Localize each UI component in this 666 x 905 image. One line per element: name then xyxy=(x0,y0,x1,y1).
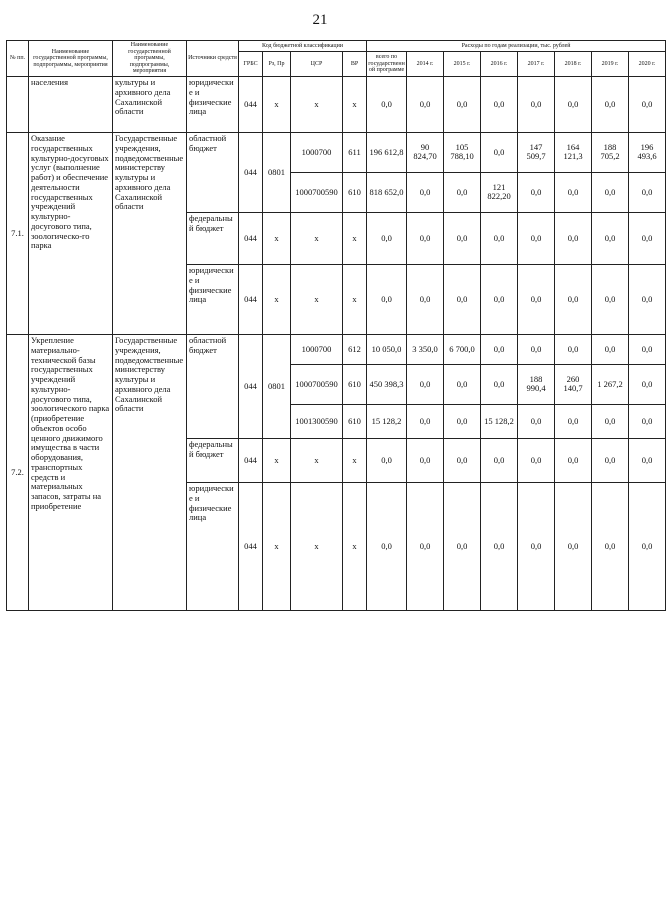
header-total: всего по государственной программе xyxy=(367,51,407,76)
cell-value: 188 990,4 xyxy=(518,364,555,404)
cell-value: 0,0 xyxy=(518,212,555,264)
cell-activity: Укрепление материально-технической базы государственных учреждений культурно-досугового типа, зоологического парка (приобретение объектов особо ценного движимого имущества в части оборудования, транспортных средств и материальных запасов, затраты на приобретение xyxy=(29,334,113,610)
cell-value: 0,0 xyxy=(629,404,666,438)
cell-value: 147 509,7 xyxy=(518,132,555,172)
cell-value: 0,0 xyxy=(407,364,444,404)
cell-no: 7.1. xyxy=(7,132,29,334)
header-expenses: Расходы по годам реализации, тыс. рублей xyxy=(367,41,666,52)
cell-activity: Оказание государственных культурно-досуговых услуг (выполнение работ) и обеспечение деятельности государственных учреждений культурно-досугового типа, зоологическо-го парка xyxy=(29,132,113,334)
cell-value: 0,0 xyxy=(518,482,555,610)
cell-value: 260 140,7 xyxy=(555,364,592,404)
cell-executor: культуры и архивного дела Сахалинской области xyxy=(113,76,187,132)
cell-value: 0,0 xyxy=(629,212,666,264)
cell-value: 0,0 xyxy=(629,482,666,610)
cell-source: юридические и физические лица xyxy=(187,264,239,334)
cell-value: 6 700,0 xyxy=(444,334,481,364)
header-rzpr: Рз, Пр xyxy=(263,51,291,76)
cell-value: 0,0 xyxy=(629,364,666,404)
cell-rzpr: x xyxy=(263,264,291,334)
header-year: 2019 г. xyxy=(592,51,629,76)
cell-value: 90 824,70 xyxy=(407,132,444,172)
header-no: № пп. xyxy=(7,41,29,77)
cell-vr: 611 xyxy=(343,132,367,172)
header-year: 2014 г. xyxy=(407,51,444,76)
header-budget-code: Код бюджетной классификации xyxy=(239,41,367,52)
cell-value: 0,0 xyxy=(555,212,592,264)
cell-value: 15 128,2 xyxy=(481,404,518,438)
cell-grbs: 044 xyxy=(239,334,263,438)
cell-value: 0,0 xyxy=(629,76,666,132)
page-number: 21 xyxy=(312,12,328,28)
cell-value: 1 267,2 xyxy=(592,364,629,404)
cell-total: 0,0 xyxy=(367,482,407,610)
header-activity: Наименование государственной программы, подпрограммы, мероприятия xyxy=(29,41,113,77)
header-source: Источники средств xyxy=(187,41,239,77)
cell-value: 0,0 xyxy=(518,334,555,364)
cell-value: 0,0 xyxy=(592,264,629,334)
cell-value: 0,0 xyxy=(555,438,592,482)
cell-total: 818 652,0 xyxy=(367,172,407,212)
cell-value: 0,0 xyxy=(481,334,518,364)
cell-vr: 610 xyxy=(343,172,367,212)
cell-value: 0,0 xyxy=(444,264,481,334)
header-vr: ВР xyxy=(343,51,367,76)
cell-grbs: 044 xyxy=(239,212,263,264)
cell-activity: населения xyxy=(29,76,113,132)
cell-csr: x xyxy=(291,438,343,482)
header-year: 2015 г. xyxy=(444,51,481,76)
cell-value: 0,0 xyxy=(592,438,629,482)
cell-executor: Государственные учреждения, подведомственные министерству культуры и архивного дела Сахалинской области xyxy=(113,132,187,334)
cell-vr: x xyxy=(343,482,367,610)
cell-value: 3 350,0 xyxy=(407,334,444,364)
cell-executor: Государственные учреждения, подведомственные министерству культуры и архивного дела Сахалинской области xyxy=(113,334,187,610)
table-row xyxy=(7,132,666,172)
cell-csr: 1000700590 xyxy=(291,364,343,404)
cell-value: 0,0 xyxy=(444,212,481,264)
cell-csr: 1000700 xyxy=(291,132,343,172)
cell-value: 0,0 xyxy=(518,404,555,438)
cell-rzpr: x xyxy=(263,482,291,610)
cell-vr: x xyxy=(343,264,367,334)
cell-value: 0,0 xyxy=(629,438,666,482)
cell-value: 0,0 xyxy=(518,76,555,132)
cell-rzpr: x xyxy=(263,212,291,264)
cell-value: 0,0 xyxy=(407,264,444,334)
cell-total: 196 612,8 xyxy=(367,132,407,172)
header-year: 2017 г. xyxy=(518,51,555,76)
cell-vr: 610 xyxy=(343,404,367,438)
cell-value: 0,0 xyxy=(518,172,555,212)
cell-value: 196 493,6 xyxy=(629,132,666,172)
cell-source: федеральный бюджет xyxy=(187,212,239,264)
cell-value: 0,0 xyxy=(481,264,518,334)
cell-grbs: 044 xyxy=(239,482,263,610)
cell-total: 0,0 xyxy=(367,264,407,334)
cell-value: 0,0 xyxy=(555,172,592,212)
cell-total: 0,0 xyxy=(367,438,407,482)
cell-vr: 612 xyxy=(343,334,367,364)
cell-value: 0,0 xyxy=(629,264,666,334)
cell-value: 0,0 xyxy=(444,364,481,404)
cell-value: 0,0 xyxy=(407,482,444,610)
cell-value: 0,0 xyxy=(407,76,444,132)
cell-total: 0,0 xyxy=(367,76,407,132)
cell-rzpr: x xyxy=(263,76,291,132)
cell-value: 0,0 xyxy=(481,438,518,482)
cell-value: 0,0 xyxy=(592,212,629,264)
cell-value: 0,0 xyxy=(444,76,481,132)
cell-rzpr: 0801 xyxy=(263,334,291,438)
cell-no: 7.2. xyxy=(7,334,29,610)
cell-value: 0,0 xyxy=(555,334,592,364)
cell-value: 188 705,2 xyxy=(592,132,629,172)
cell-source: областной бюджет xyxy=(187,132,239,212)
cell-csr: x xyxy=(291,76,343,132)
cell-value: 0,0 xyxy=(592,334,629,364)
cell-value: 0,0 xyxy=(481,364,518,404)
cell-value: 0,0 xyxy=(481,132,518,172)
header-year: 2016 г. xyxy=(481,51,518,76)
cell-value: 0,0 xyxy=(444,172,481,212)
cell-total: 0,0 xyxy=(367,212,407,264)
cell-value: 0,0 xyxy=(555,404,592,438)
cell-value: 0,0 xyxy=(481,212,518,264)
cell-grbs: 044 xyxy=(239,438,263,482)
cell-value: 0,0 xyxy=(592,404,629,438)
cell-grbs: 044 xyxy=(239,264,263,334)
header-row-1 xyxy=(7,41,666,52)
cell-vr: x xyxy=(343,212,367,264)
cell-csr: x xyxy=(291,482,343,610)
cell-value: 0,0 xyxy=(555,76,592,132)
cell-total: 450 398,3 xyxy=(367,364,407,404)
header-year: 2018 г. xyxy=(555,51,592,76)
cell-csr: 1001300590 xyxy=(291,404,343,438)
header-executor: Наименование государственной программы, подпрограммы, мероприятия xyxy=(113,41,187,77)
cell-rzpr: 0801 xyxy=(263,132,291,212)
cell-value: 0,0 xyxy=(629,334,666,364)
cell-value: 0,0 xyxy=(444,438,481,482)
cell-source: областной бюджет xyxy=(187,334,239,438)
cell-no xyxy=(7,76,29,132)
header-grbs: ГРБС xyxy=(239,51,263,76)
cell-value: 0,0 xyxy=(518,264,555,334)
cell-value: 0,0 xyxy=(555,264,592,334)
cell-source: юридические и физические лица xyxy=(187,76,239,132)
cell-value: 0,0 xyxy=(592,172,629,212)
cell-grbs: 044 xyxy=(239,76,263,132)
cell-value: 105 788,10 xyxy=(444,132,481,172)
cell-csr: x xyxy=(291,264,343,334)
header-csr: ЦСР xyxy=(291,51,343,76)
cell-csr: 1000700 xyxy=(291,334,343,364)
cell-value: 0,0 xyxy=(592,482,629,610)
cell-total: 15 128,2 xyxy=(367,404,407,438)
cell-value: 0,0 xyxy=(518,438,555,482)
cell-value: 0,0 xyxy=(407,404,444,438)
cell-csr: 1000700590 xyxy=(291,172,343,212)
cell-value: 164 121,3 xyxy=(555,132,592,172)
cell-value: 0,0 xyxy=(407,172,444,212)
table-row xyxy=(7,76,666,132)
cell-csr: x xyxy=(291,212,343,264)
cell-value: 0,0 xyxy=(555,482,592,610)
cell-value: 0,0 xyxy=(592,76,629,132)
cell-vr: x xyxy=(343,438,367,482)
cell-source: юридические и физические лица xyxy=(187,482,239,610)
cell-value: 0,0 xyxy=(444,404,481,438)
cell-value: 0,0 xyxy=(629,172,666,212)
cell-rzpr: x xyxy=(263,438,291,482)
cell-total: 10 050,0 xyxy=(367,334,407,364)
cell-source: федеральный бюджет xyxy=(187,438,239,482)
cell-value: 0,0 xyxy=(407,438,444,482)
table-row xyxy=(7,334,666,364)
cell-grbs: 044 xyxy=(239,132,263,212)
cell-value: 0,0 xyxy=(444,482,481,610)
cell-vr: x xyxy=(343,76,367,132)
cell-value: 0,0 xyxy=(481,76,518,132)
cell-value: 0,0 xyxy=(481,482,518,610)
expense-table xyxy=(6,40,666,611)
cell-vr: 610 xyxy=(343,364,367,404)
header-year: 2020 г. xyxy=(629,51,666,76)
cell-value: 0,0 xyxy=(407,212,444,264)
cell-value: 121 822,20 xyxy=(481,172,518,212)
